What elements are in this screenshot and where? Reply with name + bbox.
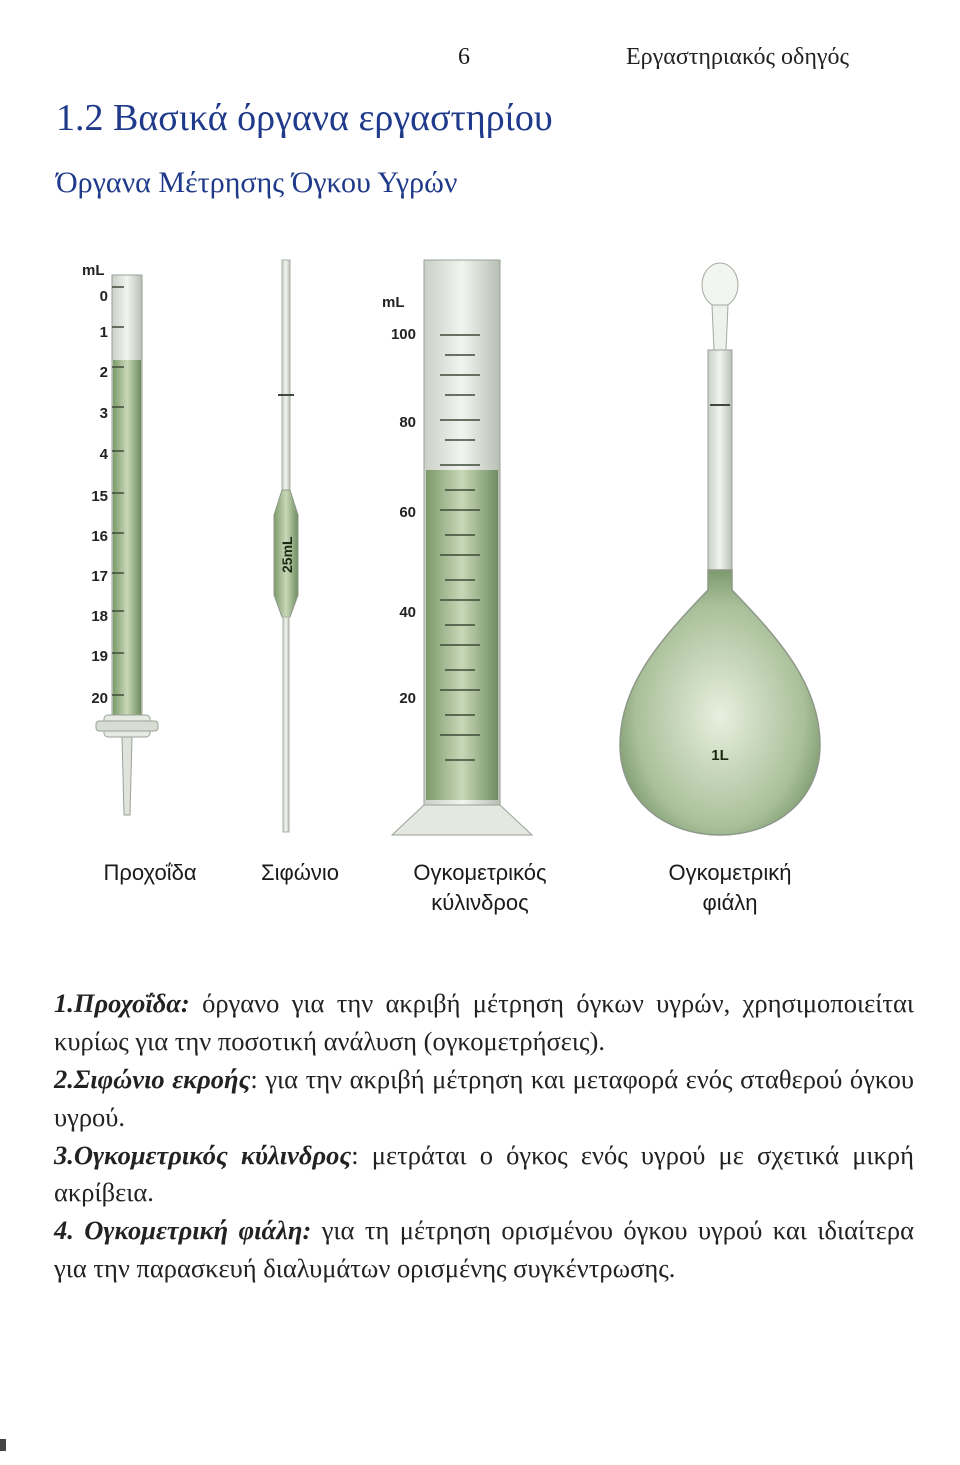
cylinder-tick-label: 100 [390, 326, 416, 343]
cylinder-tick-label: 60 [399, 504, 416, 521]
cylinder-tick-label: 20 [399, 690, 416, 707]
flask-volume-label: 1L [711, 747, 729, 764]
description-list [54, 985, 914, 1288]
caption-pipette: Σιφώνιο [260, 860, 340, 885]
caption-cylinder [385, 858, 575, 917]
section-title: 1.2 Βασικά όργανα εργαστηρίου [56, 97, 553, 139]
item-text: για τη μέτρηση ορισμένου όγκου υγρού και ιδιαίτερα για την παρασκευή διαλυμάτων ορισμένης συγκέντρωσης. [54, 1215, 914, 1284]
caption-cylinder-line2: κύλινδρος [431, 889, 529, 915]
pipette-drawing [274, 260, 298, 832]
burette-tick-label: 15 [91, 488, 108, 505]
item-text: όργανο για την ακριβή μέτρηση όγκων υγρών, χρησιμοποιείται κυρίως για την ποσοτική ανάλυση (ογκομετρήσεις). [54, 988, 914, 1056]
burette-tick-label: 17 [91, 568, 108, 585]
cylinder-tick-label: 40 [399, 604, 416, 621]
caption-flask-line1: Ογκομετρική [668, 860, 792, 885]
page-number: 6 [458, 44, 470, 70]
burette-tick-label: 16 [91, 528, 108, 545]
item-term: 4. Ογκομετρική φιάλη: [54, 1215, 312, 1246]
burette-tick-label: 4 [99, 446, 108, 463]
burette-tick-label: 18 [91, 608, 108, 625]
item-term: 2.Σιφώνιο εκροής [54, 1063, 251, 1094]
burette-tick-label: 19 [91, 648, 108, 665]
list-item [54, 985, 914, 1061]
pipette-volume-label: 25mL [279, 536, 295, 573]
caption-cylinder-line1: Ογκομετρικός [413, 860, 547, 885]
list-item [54, 1061, 914, 1137]
burette-tick-label: 3 [99, 405, 108, 422]
burette-tick-label: 20 [91, 690, 108, 707]
glassware-figure [60, 255, 920, 855]
burette-tick-label: 0 [99, 288, 108, 305]
cylinder-drawing [382, 260, 532, 835]
cylinder-unit: mL [382, 294, 405, 311]
burette-tick-label: 2 [99, 364, 108, 381]
cylinder-tick-label: 80 [399, 414, 416, 431]
section-subtitle: Όργανα Μέτρησης Όγκου Υγρών [56, 166, 458, 199]
item-term: 1.Προχοΐδα: [54, 988, 190, 1018]
volumetric-flask-drawing [620, 263, 820, 835]
item-text: : μετράται ο όγκος ενός υγρού με σχετικά μικρή ακρίβεια. [54, 1139, 914, 1208]
caption-flask-line2: φιάλη [702, 889, 758, 915]
list-item [54, 1212, 914, 1288]
list-item [54, 1137, 914, 1213]
burette-tick-label: 1 [99, 324, 108, 341]
caption-burette: Προχοΐδα [103, 860, 197, 885]
item-term: 3.Ογκομετρικός κύλινδρος [54, 1139, 352, 1170]
burette-drawing [82, 262, 158, 815]
scan-artifact [0, 1439, 6, 1451]
caption-flask [630, 858, 830, 917]
burette-unit: mL [82, 262, 105, 279]
item-text: : για την ακριβή μέτρηση και μεταφορά ενός σταθερού όγκου υγρού. [54, 1063, 914, 1132]
running-title: Εργαστηριακός οδηγός [626, 44, 849, 70]
